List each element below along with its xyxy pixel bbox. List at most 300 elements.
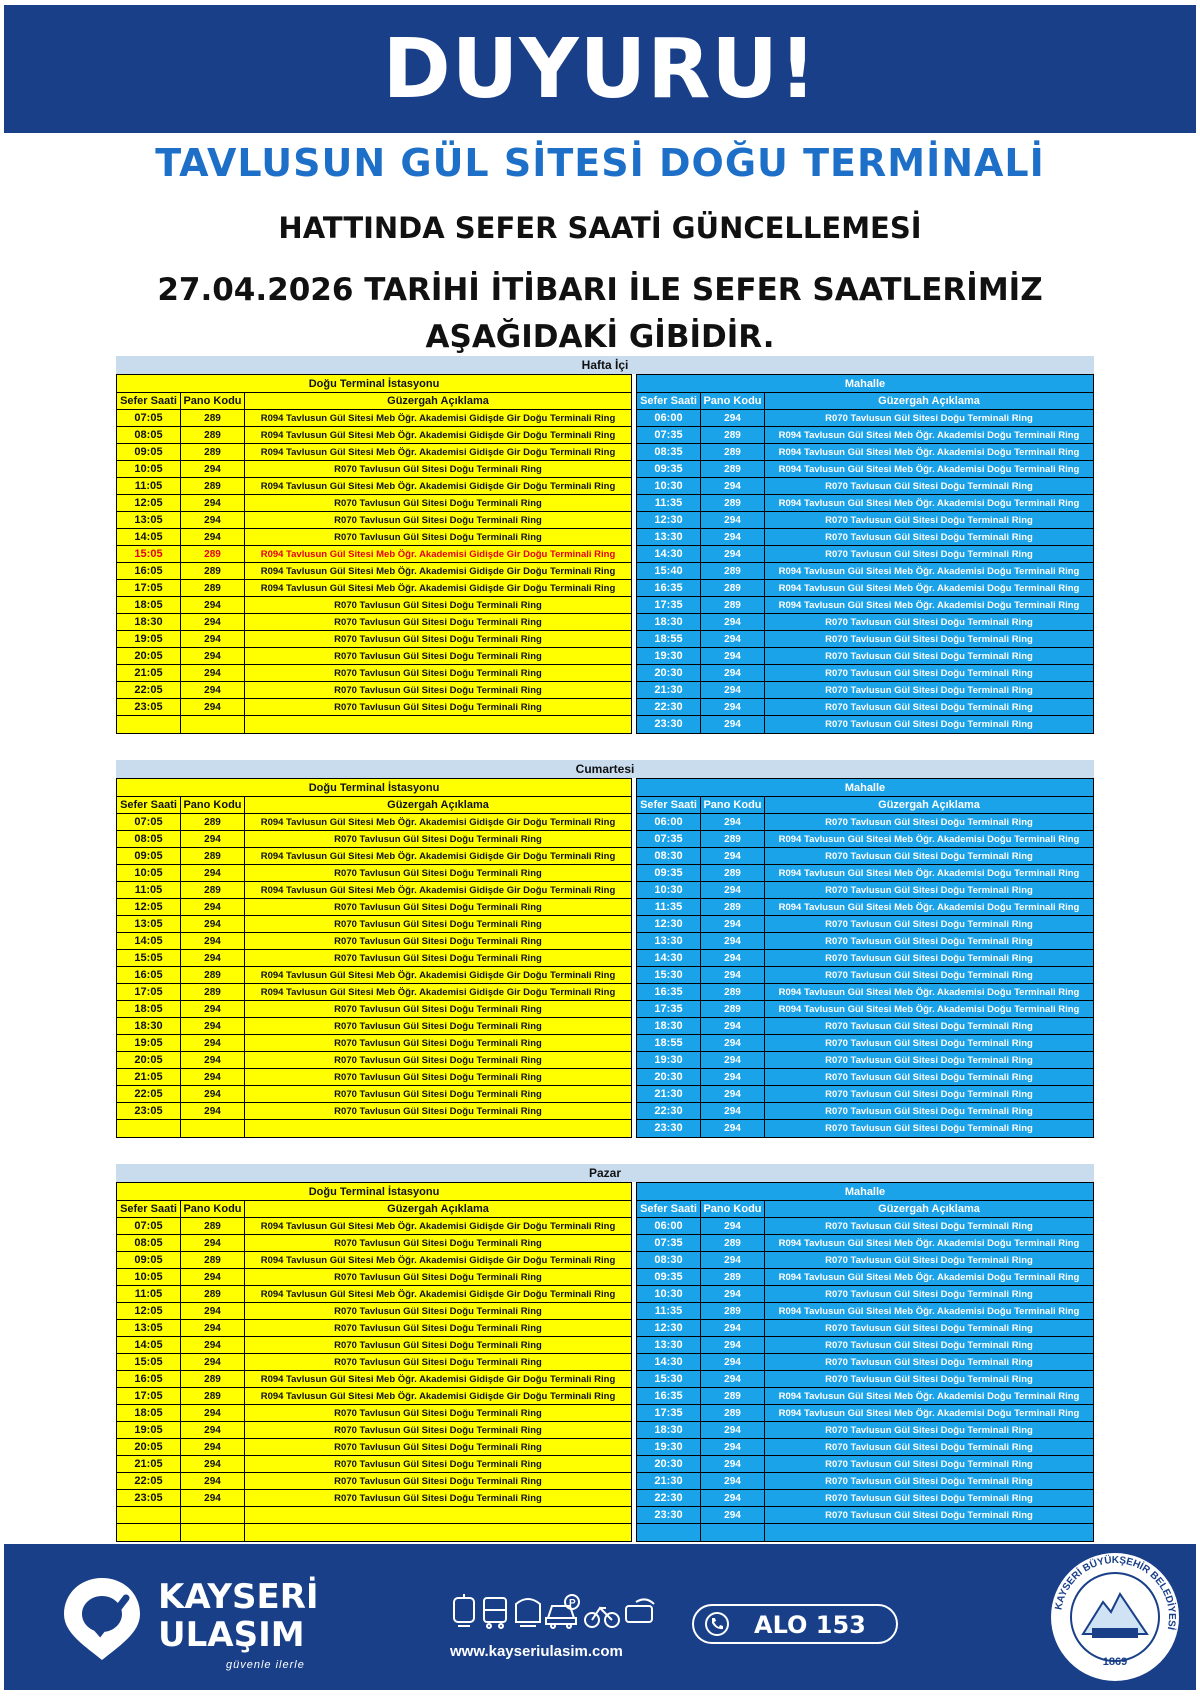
board-code: 294	[181, 1269, 245, 1285]
table-row	[117, 444, 631, 461]
board-code: 294	[181, 597, 245, 613]
departure-time: 20:05	[117, 1439, 181, 1455]
board-code: 294	[181, 899, 245, 915]
route-description: R070 Tavlusun Gül Sitesi Doğu Terminali Ring	[334, 1038, 542, 1049]
board-code: 289	[181, 1286, 245, 1302]
brand-name-line2: ULAŞIM	[158, 1615, 305, 1655]
board-code: 294	[701, 1371, 765, 1387]
table-row	[637, 1456, 1093, 1473]
departure-time: 22:30	[637, 699, 701, 715]
board-code: 294	[701, 546, 765, 562]
board-code: 294	[181, 648, 245, 664]
board-code: 289	[701, 1235, 765, 1251]
route-description	[765, 1524, 1093, 1541]
table-row	[117, 410, 631, 427]
table-row	[117, 1252, 631, 1269]
departure-time: 07:05	[117, 410, 181, 426]
departure-time: 15:30	[637, 967, 701, 983]
table-row	[117, 1388, 631, 1405]
table-row	[637, 1218, 1093, 1235]
table-group-header: Mahalle	[637, 1183, 1093, 1201]
column-header-time: Sefer Saati	[637, 393, 701, 409]
board-code: 294	[701, 1018, 765, 1034]
board-code: 289	[701, 495, 765, 511]
route-description: R094 Tavlusun Gül Sitesi Meb Öğr. Akademisi Doğu Terminali Ring	[778, 1408, 1080, 1419]
route-description: R094 Tavlusun Gül Sitesi Meb Öğr. Akademisi Gidişde Gir Doğu Terminali Ring	[260, 1391, 616, 1402]
table-row	[637, 1337, 1093, 1354]
departure-time: 19:30	[637, 648, 701, 664]
table-row	[637, 1422, 1093, 1439]
board-code: 294	[181, 1405, 245, 1421]
tram-icon	[454, 1594, 474, 1626]
board-code: 294	[701, 950, 765, 966]
departure-time: 14:30	[637, 950, 701, 966]
departure-time: 18:30	[637, 1422, 701, 1438]
footer-band	[4, 1544, 1196, 1690]
table-row	[117, 1524, 631, 1541]
table-row	[117, 1286, 631, 1303]
table-row	[117, 631, 631, 648]
route-description: R070 Tavlusun Gül Sitesi Doğu Terminali Ring	[825, 1493, 1033, 1504]
route-description: R094 Tavlusun Gül Sitesi Meb Öğr. Akademisi Doğu Terminali Ring	[778, 600, 1080, 611]
table-row	[117, 831, 631, 848]
route-description: R070 Tavlusun Gül Sitesi Doğu Terminali Ring	[334, 1238, 542, 1249]
table-row	[637, 563, 1093, 580]
route-description: R070 Tavlusun Gül Sitesi Doğu Terminali Ring	[825, 1323, 1033, 1334]
table-row	[637, 950, 1093, 967]
svg-text:KAYSERİ BÜYÜKŞEHİR BELEDİYESİ: KAYSERİ BÜYÜKŞEHİR BELEDİYESİ	[1053, 1554, 1178, 1631]
hotline-badge[interactable]	[692, 1604, 898, 1644]
table-row	[117, 814, 631, 831]
table-row	[637, 410, 1093, 427]
route-description: R070 Tavlusun Gül Sitesi Doğu Terminali Ring	[334, 600, 542, 611]
table-row	[637, 933, 1093, 950]
departure-time: 11:05	[117, 478, 181, 494]
route-description: R070 Tavlusun Gül Sitesi Doğu Terminali Ring	[334, 651, 542, 662]
board-code: 289	[701, 1001, 765, 1017]
route-description: R070 Tavlusun Gül Sitesi Doğu Terminali Ring	[825, 481, 1033, 492]
departure-time: 20:30	[637, 1069, 701, 1085]
column-header-route: Güzergah Açıklama	[878, 1203, 980, 1215]
route-description: R094 Tavlusun Gül Sitesi Meb Öğr. Akademisi Gidişde Gir Doğu Terminali Ring	[260, 413, 616, 424]
terminal-departures-table	[116, 374, 632, 734]
column-header-row	[637, 797, 1093, 814]
route-description: R070 Tavlusun Gül Sitesi Doğu Terminali Ring	[334, 1004, 542, 1015]
board-code: 294	[701, 682, 765, 698]
table-row	[637, 597, 1093, 614]
table-row	[117, 563, 631, 580]
route-description: R094 Tavlusun Gül Sitesi Meb Öğr. Akademisi Doğu Terminali Ring	[778, 583, 1080, 594]
departure-time: 13:30	[637, 529, 701, 545]
departure-time: 16:35	[637, 580, 701, 596]
board-code: 294	[181, 950, 245, 966]
departure-time: 12:05	[117, 899, 181, 915]
departure-time: 08:30	[637, 1252, 701, 1268]
departure-time: 12:30	[637, 916, 701, 932]
route-description: R070 Tavlusun Gül Sitesi Doğu Terminali Ring	[825, 1425, 1033, 1436]
update-heading: HATTINDA SEFER SAATİ GÜNCELLEMESİ	[278, 211, 922, 245]
table-row	[637, 512, 1093, 529]
departure-time: 15:05	[117, 1354, 181, 1370]
route-description: R094 Tavlusun Gül Sitesi Meb Öğr. Akademisi Gidişde Gir Doğu Terminali Ring	[260, 970, 616, 981]
table-row	[637, 882, 1093, 899]
route-description: R094 Tavlusun Gül Sitesi Meb Öğr. Akademisi Gidişde Gir Doğu Terminali Ring	[260, 1374, 616, 1385]
transport-icons	[450, 1592, 660, 1632]
route-description: R094 Tavlusun Gül Sitesi Meb Öğr. Akademisi Gidişde Gir Doğu Terminali Ring	[260, 851, 616, 862]
board-code: 294	[701, 848, 765, 864]
table-row	[637, 831, 1093, 848]
table-row	[637, 546, 1093, 563]
brand-name-line1: KAYSERİ	[158, 1577, 319, 1617]
route-description: R070 Tavlusun Gül Sitesi Doğu Terminali Ring	[334, 902, 542, 913]
board-code: 294	[181, 1473, 245, 1489]
hotline-number: ALO 153	[754, 1611, 866, 1639]
route-description: R070 Tavlusun Gül Sitesi Doğu Terminali Ring	[334, 1493, 542, 1504]
route-description: R070 Tavlusun Gül Sitesi Doğu Terminali Ring	[334, 685, 542, 696]
departure-time: 19:05	[117, 1035, 181, 1051]
departure-time: 17:35	[637, 1405, 701, 1421]
table-row	[117, 546, 631, 563]
route-description: R094 Tavlusun Gül Sitesi Meb Öğr. Akademisi Doğu Terminali Ring	[778, 464, 1080, 475]
route-description: R070 Tavlusun Gül Sitesi Doğu Terminali Ring	[334, 515, 542, 526]
board-code: 289	[701, 563, 765, 579]
departure-time: 23:30	[637, 1507, 701, 1523]
route-description: R070 Tavlusun Gül Sitesi Doğu Terminali Ring	[825, 668, 1033, 679]
bicycle-icon	[585, 1608, 619, 1627]
column-header-time: Sefer Saati	[637, 1201, 701, 1217]
route-description: R070 Tavlusun Gül Sitesi Doğu Terminali Ring	[825, 719, 1033, 730]
route-description: R070 Tavlusun Gül Sitesi Doğu Terminali Ring	[825, 532, 1033, 543]
board-code: 294	[181, 1235, 245, 1251]
departure-time: 14:05	[117, 1337, 181, 1353]
departure-time: 09:35	[637, 1269, 701, 1285]
neighborhood-departures-table	[636, 1182, 1094, 1542]
departure-time: 21:30	[637, 1473, 701, 1489]
table-row	[637, 444, 1093, 461]
route-description: R070 Tavlusun Gül Sitesi Doğu Terminali Ring	[825, 970, 1033, 981]
board-code: 294	[701, 1422, 765, 1438]
board-code: 294	[181, 1456, 245, 1472]
departure-time: 16:05	[117, 967, 181, 983]
board-code: 294	[701, 1218, 765, 1234]
column-header-route: Güzergah Açıklama	[878, 395, 980, 407]
board-code: 294	[701, 1086, 765, 1102]
table-row	[637, 1303, 1093, 1320]
route-description: R070 Tavlusun Gül Sitesi Doğu Terminali Ring	[334, 919, 542, 930]
table-group-header: Mahalle	[637, 779, 1093, 797]
table-row	[117, 1320, 631, 1337]
board-code: 289	[701, 427, 765, 443]
board-code: 289	[701, 461, 765, 477]
table-row	[117, 529, 631, 546]
board-code: 294	[701, 614, 765, 630]
table-row	[637, 1235, 1093, 1252]
departure-time: 22:30	[637, 1490, 701, 1506]
table-row	[637, 1103, 1093, 1120]
table-row	[117, 614, 631, 631]
board-code: 294	[701, 716, 765, 733]
route-description: R070 Tavlusun Gül Sitesi Doğu Terminali Ring	[334, 834, 542, 845]
table-row	[637, 1001, 1093, 1018]
board-code: 289	[701, 865, 765, 881]
table-row	[637, 665, 1093, 682]
table-row	[117, 1473, 631, 1490]
route-description: R094 Tavlusun Gül Sitesi Meb Öğr. Akademisi Gidişde Gir Doğu Terminali Ring	[260, 583, 616, 594]
board-code: 289	[701, 1405, 765, 1421]
route-description: R070 Tavlusun Gül Sitesi Doğu Terminali Ring	[334, 1340, 542, 1351]
departure-time	[117, 716, 181, 733]
route-description: R070 Tavlusun Gül Sitesi Doğu Terminali Ring	[825, 515, 1033, 526]
departure-time: 07:35	[637, 427, 701, 443]
board-code: 289	[181, 444, 245, 460]
table-row	[637, 1069, 1093, 1086]
departure-time: 11:35	[637, 495, 701, 511]
board-code: 289	[701, 597, 765, 613]
departure-time: 09:05	[117, 848, 181, 864]
schedule-section	[116, 1164, 1094, 1542]
board-code: 289	[701, 1269, 765, 1285]
table-row	[637, 1439, 1093, 1456]
route-description: R094 Tavlusun Gül Sitesi Meb Öğr. Akademisi Doğu Terminali Ring	[778, 1391, 1080, 1402]
effective-date-line-2: AŞAĞIDAKİ GİBİDİR.	[425, 319, 775, 355]
route-description: R070 Tavlusun Gül Sitesi Doğu Terminali Ring	[334, 1357, 542, 1368]
route-description: R070 Tavlusun Gül Sitesi Doğu Terminali Ring	[334, 498, 542, 509]
departure-time: 15:05	[117, 546, 181, 562]
route-description: R070 Tavlusun Gül Sitesi Doğu Terminali Ring	[825, 1510, 1033, 1521]
board-code: 294	[181, 916, 245, 932]
route-description: R070 Tavlusun Gül Sitesi Doğu Terminali Ring	[825, 936, 1033, 947]
route-description	[245, 1120, 631, 1137]
departure-time: 22:05	[117, 682, 181, 698]
table-row	[117, 950, 631, 967]
table-row	[637, 1018, 1093, 1035]
board-code: 294	[181, 699, 245, 715]
table-row	[637, 648, 1093, 665]
table-row	[117, 1354, 631, 1371]
board-code: 294	[181, 1337, 245, 1353]
route-description: R094 Tavlusun Gül Sitesi Meb Öğr. Akademisi Doğu Terminali Ring	[778, 1004, 1080, 1015]
route-description: R070 Tavlusun Gül Sitesi Doğu Terminali Ring	[334, 1425, 542, 1436]
table-row	[117, 512, 631, 529]
departure-time: 20:05	[117, 1052, 181, 1068]
board-code: 289	[701, 899, 765, 915]
route-description	[245, 716, 631, 733]
seal-year: 1869	[1102, 1656, 1128, 1668]
departure-time: 15:05	[117, 950, 181, 966]
table-row	[637, 1035, 1093, 1052]
board-code: 294	[181, 831, 245, 847]
brand-tagline: güvenle ilerle	[226, 1659, 305, 1671]
table-row	[637, 899, 1093, 916]
table-row	[117, 665, 631, 682]
departure-time: 19:05	[117, 631, 181, 647]
route-description	[245, 1507, 631, 1523]
board-code	[181, 1120, 245, 1137]
departure-time: 06:00	[637, 1218, 701, 1234]
board-code: 289	[181, 427, 245, 443]
departure-time	[117, 1507, 181, 1523]
board-code	[181, 716, 245, 733]
board-code: 294	[181, 614, 245, 630]
board-code: 294	[701, 1439, 765, 1455]
column-header-route: Güzergah Açıklama	[387, 799, 489, 811]
board-code: 294	[181, 1001, 245, 1017]
departure-time: 13:30	[637, 1337, 701, 1353]
departure-time: 18:55	[637, 631, 701, 647]
board-code: 294	[181, 1422, 245, 1438]
departure-time: 16:05	[117, 1371, 181, 1387]
route-description: R070 Tavlusun Gül Sitesi Doğu Terminali Ring	[334, 1072, 542, 1083]
board-code: 294	[701, 916, 765, 932]
departure-time: 19:30	[637, 1052, 701, 1068]
departure-time: 10:05	[117, 865, 181, 881]
departure-time: 12:30	[637, 1320, 701, 1336]
table-row	[117, 1018, 631, 1035]
departure-time: 16:05	[117, 563, 181, 579]
route-description: R070 Tavlusun Gül Sitesi Doğu Terminali Ring	[825, 1442, 1033, 1453]
departure-time: 17:35	[637, 1001, 701, 1017]
table-row	[637, 865, 1093, 882]
departure-time: 08:05	[117, 831, 181, 847]
table-row	[117, 933, 631, 950]
table-row	[117, 699, 631, 716]
table-row	[117, 1303, 631, 1320]
board-code: 289	[701, 580, 765, 596]
departure-time: 09:05	[117, 444, 181, 460]
neighborhood-departures-table	[636, 778, 1094, 1138]
table-row	[117, 1405, 631, 1422]
departure-time: 20:30	[637, 1456, 701, 1472]
board-code: 289	[701, 1303, 765, 1319]
table-row	[637, 631, 1093, 648]
route-description: R070 Tavlusun Gül Sitesi Doğu Terminali Ring	[334, 464, 542, 475]
table-row	[117, 984, 631, 1001]
route-description: R070 Tavlusun Gül Sitesi Doğu Terminali Ring	[825, 1072, 1033, 1083]
board-code: 294	[181, 682, 245, 698]
board-code: 294	[701, 1456, 765, 1472]
board-code: 294	[181, 665, 245, 681]
route-description: R094 Tavlusun Gül Sitesi Meb Öğr. Akademisi Doğu Terminali Ring	[778, 498, 1080, 509]
board-code: 294	[701, 814, 765, 830]
table-group-header: Doğu Terminal İstasyonu	[117, 779, 631, 797]
board-code: 294	[701, 1286, 765, 1302]
route-description: R094 Tavlusun Gül Sitesi Meb Öğr. Akademisi Gidişde Gir Doğu Terminali Ring	[260, 481, 616, 492]
route-description: R070 Tavlusun Gül Sitesi Doğu Terminali Ring	[334, 1272, 542, 1283]
departure-time: 07:05	[117, 814, 181, 830]
board-code: 294	[181, 1035, 245, 1051]
route-description: R094 Tavlusun Gül Sitesi Meb Öğr. Akademisi Doğu Terminali Ring	[778, 868, 1080, 879]
route-description: R094 Tavlusun Gül Sitesi Meb Öğr. Akademisi Gidişde Gir Doğu Terminali Ring	[260, 549, 616, 560]
column-header-code: Pano Kodu	[181, 393, 245, 409]
departure-time: 07:05	[117, 1218, 181, 1234]
table-row	[117, 478, 631, 495]
route-description: R070 Tavlusun Gül Sitesi Doğu Terminali Ring	[825, 413, 1033, 424]
route-description: R094 Tavlusun Gül Sitesi Meb Öğr. Akademisi Doğu Terminali Ring	[778, 1306, 1080, 1317]
location-pin-logo-icon	[56, 1572, 148, 1664]
board-code: 294	[181, 631, 245, 647]
departure-time: 21:30	[637, 1086, 701, 1102]
table-row	[637, 967, 1093, 984]
board-code: 294	[701, 1354, 765, 1370]
board-code: 289	[181, 546, 245, 562]
board-code: 294	[701, 410, 765, 426]
board-code: 294	[181, 529, 245, 545]
route-description: R070 Tavlusun Gül Sitesi Doğu Terminali Ring	[825, 885, 1033, 896]
route-description: R070 Tavlusun Gül Sitesi Doğu Terminali Ring	[825, 851, 1033, 862]
departure-time: 17:05	[117, 580, 181, 596]
section-title: Hafta İçi	[116, 356, 1094, 374]
table-row	[117, 1052, 631, 1069]
board-code	[181, 1524, 245, 1541]
svg-text:P: P	[569, 1598, 576, 1609]
table-group-header: Mahalle	[637, 375, 1093, 393]
departure-time: 18:30	[637, 1018, 701, 1034]
metro-icon	[516, 1599, 540, 1626]
table-row	[117, 1001, 631, 1018]
route-description: R070 Tavlusun Gül Sitesi Doğu Terminali Ring	[825, 1055, 1033, 1066]
table-row	[117, 1035, 631, 1052]
departure-time: 14:30	[637, 546, 701, 562]
departure-time: 14:30	[637, 1354, 701, 1370]
route-description: R094 Tavlusun Gül Sitesi Meb Öğr. Akademisi Doğu Terminali Ring	[778, 987, 1080, 998]
route-description: R094 Tavlusun Gül Sitesi Meb Öğr. Akademisi Doğu Terminali Ring	[778, 1238, 1080, 1249]
schedule-section	[116, 356, 1094, 734]
route-description: R070 Tavlusun Gül Sitesi Doğu Terminali Ring	[825, 702, 1033, 713]
board-code: 294	[701, 1337, 765, 1353]
departure-time: 13:30	[637, 933, 701, 949]
board-code: 294	[701, 1490, 765, 1506]
table-row	[117, 648, 631, 665]
route-description: R094 Tavlusun Gül Sitesi Meb Öğr. Akademisi Gidişde Gir Doğu Terminali Ring	[260, 987, 616, 998]
table-row	[637, 495, 1093, 512]
departure-time: 17:05	[117, 1388, 181, 1404]
departure-time: 17:35	[637, 597, 701, 613]
route-description: R070 Tavlusun Gül Sitesi Doğu Terminali Ring	[825, 634, 1033, 645]
departure-time: 15:30	[637, 1371, 701, 1387]
board-code: 294	[701, 1320, 765, 1336]
board-code: 294	[181, 1086, 245, 1102]
departure-time: 23:05	[117, 699, 181, 715]
departure-time: 13:05	[117, 916, 181, 932]
route-description: R070 Tavlusun Gül Sitesi Doğu Terminali Ring	[825, 1459, 1033, 1470]
table-row	[117, 1422, 631, 1439]
departure-time: 23:05	[117, 1490, 181, 1506]
board-code: 294	[181, 1069, 245, 1085]
table-row	[117, 1235, 631, 1252]
board-code: 294	[701, 1052, 765, 1068]
board-code: 289	[181, 1218, 245, 1234]
board-code: 294	[181, 1103, 245, 1119]
column-header-code: Pano Kodu	[181, 797, 245, 813]
route-description: R070 Tavlusun Gül Sitesi Doğu Terminali Ring	[334, 634, 542, 645]
phone-icon	[704, 1611, 730, 1637]
route-description: R070 Tavlusun Gül Sitesi Doğu Terminali Ring	[825, 1021, 1033, 1032]
table-row	[637, 1473, 1093, 1490]
route-description: R070 Tavlusun Gül Sitesi Doğu Terminali Ring	[334, 1089, 542, 1100]
website-link[interactable]: www.kayseriulasim.com	[450, 1643, 623, 1660]
table-row	[117, 1490, 631, 1507]
route-description: R070 Tavlusun Gül Sitesi Doğu Terminali Ring	[334, 1021, 542, 1032]
section-title: Pazar	[116, 1164, 1094, 1182]
board-code: 294	[701, 1103, 765, 1119]
table-row	[637, 848, 1093, 865]
departure-time: 14:05	[117, 529, 181, 545]
table-row	[117, 1456, 631, 1473]
board-code: 294	[701, 512, 765, 528]
route-description: R070 Tavlusun Gül Sitesi Doğu Terminali Ring	[825, 1340, 1033, 1351]
terminal-departures-table	[116, 778, 632, 1138]
route-description: R070 Tavlusun Gül Sitesi Doğu Terminali Ring	[334, 1106, 542, 1117]
